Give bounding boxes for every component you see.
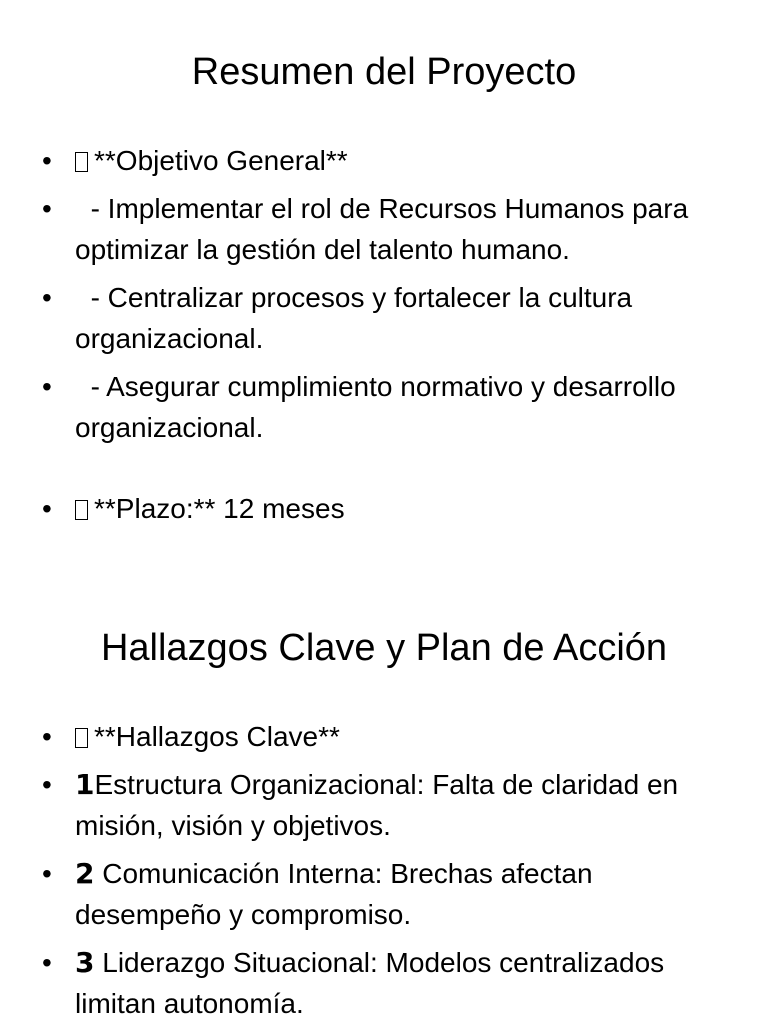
objective-item: - Asegurar cumplimiento normativo y desarrollo organizacional. xyxy=(75,371,684,443)
list-item-deadline xyxy=(42,488,732,529)
bullet-dot: • xyxy=(42,193,52,224)
slide-title: Hallazgos Clave y Plan de Acción xyxy=(100,627,668,669)
bullet-dot: • xyxy=(42,769,52,800)
list-item xyxy=(42,853,732,935)
list-item xyxy=(42,277,732,359)
bullet-list xyxy=(42,140,732,536)
findings-heading: **Hallazgos Clave** xyxy=(94,721,340,752)
slide-key-findings xyxy=(0,626,768,1019)
objective-heading: **Objetivo General** xyxy=(94,145,348,176)
objective-item: - Centralizar procesos y fortalecer la cultura organizacional. xyxy=(75,282,640,354)
finding-text: Liderazgo Situacional: Modelos centralizados limitan autonomía. xyxy=(75,947,672,1019)
bullet-dot: • xyxy=(42,145,52,176)
missing-glyph-icon xyxy=(75,500,88,520)
bullet-dot: • xyxy=(42,282,52,313)
bullet-dot: • xyxy=(42,947,52,978)
objective-item: - Implementar el rol de Recursos Humanos para optimizar la gestión del talento humano. xyxy=(75,193,696,265)
finding-text: Estructura Organizacional: Falta de claridad en misión, visión y objetivos. xyxy=(75,769,686,841)
list-item xyxy=(42,188,732,270)
deadline-text: **Plazo:** 12 meses xyxy=(94,493,345,524)
slide-title: Resumen del Proyecto xyxy=(191,51,577,93)
list-item xyxy=(42,366,732,448)
finding-number: 2 xyxy=(75,857,95,890)
list-item xyxy=(42,764,732,846)
bullet-dot: • xyxy=(42,493,52,524)
bullet-list xyxy=(42,716,732,1031)
list-item xyxy=(42,942,732,1024)
bullet-dot: • xyxy=(42,858,52,889)
list-item-findings-heading xyxy=(42,716,732,757)
finding-number: 1 xyxy=(75,768,95,801)
finding-number: 3 xyxy=(75,946,95,979)
slide-project-summary xyxy=(0,50,768,524)
bullet-dot: • xyxy=(42,721,52,752)
missing-glyph-icon xyxy=(75,152,88,172)
missing-glyph-icon xyxy=(75,728,88,748)
list-item-objective-heading xyxy=(42,140,732,181)
finding-text: Comunicación Interna: Brechas afectan desempeño y compromiso. xyxy=(75,858,601,930)
bullet-dot: • xyxy=(42,371,52,402)
